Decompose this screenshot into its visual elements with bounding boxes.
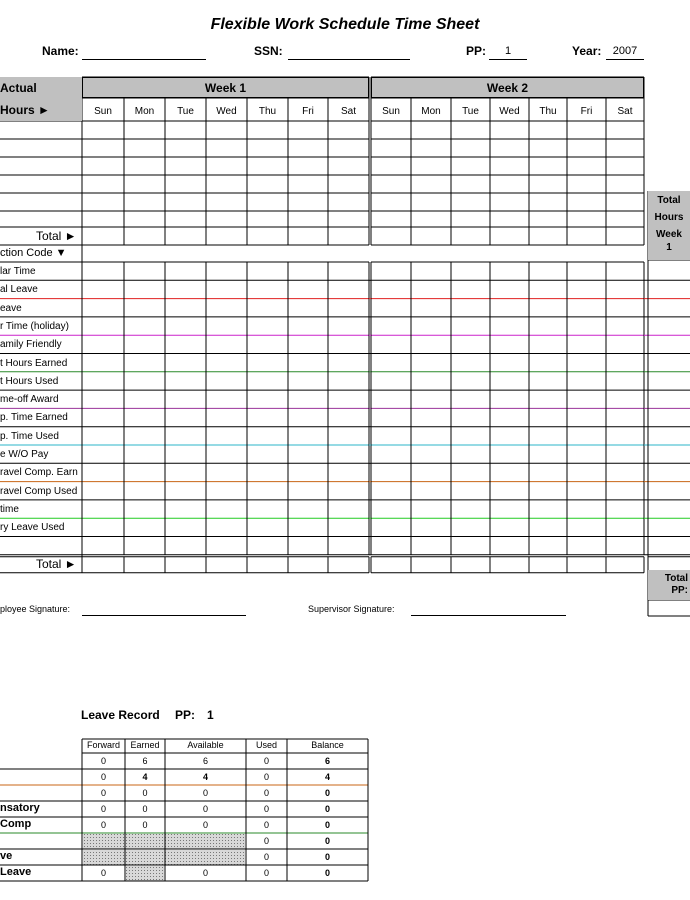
side-hours: Hours bbox=[654, 212, 684, 223]
week2-header: Week 2 bbox=[371, 77, 644, 98]
leave-type-label: ve bbox=[0, 850, 13, 862]
leave-record-forward-cell: 0 bbox=[100, 868, 106, 878]
leave-record-available-cell: 0 bbox=[202, 788, 208, 798]
side-week-number: 1 bbox=[666, 242, 672, 253]
leave-record-column-header: Earned bbox=[130, 740, 160, 750]
week1-header: Week 1 bbox=[82, 77, 369, 98]
leave-record-used-cell: 0 bbox=[263, 852, 269, 862]
leave-record-balance-cell: 0 bbox=[324, 788, 330, 798]
leave-type-label: nsatory bbox=[0, 802, 40, 814]
leave-record-used-cell: 0 bbox=[263, 788, 269, 798]
shaded-cell bbox=[83, 850, 245, 865]
ssn-label: SSN: bbox=[254, 44, 283, 58]
leave-record-available-cell: 0 bbox=[202, 868, 208, 878]
leave-record-balance-cell: 4 bbox=[324, 772, 330, 782]
action-code-label: t Hours Used bbox=[0, 375, 59, 387]
day-header-mon: Mon bbox=[421, 106, 441, 117]
leave-record-forward-cell: 0 bbox=[100, 820, 106, 830]
page-title: Flexible Work Schedule Time Sheet bbox=[210, 16, 480, 33]
actual-hours-header bbox=[0, 77, 82, 121]
day-header-fri: Fri bbox=[580, 106, 593, 117]
action-code-label: time bbox=[0, 503, 19, 515]
day-header-sun: Sun bbox=[94, 106, 112, 117]
pp-field[interactable]: 1 bbox=[489, 45, 527, 60]
day-header-wed: Wed bbox=[499, 106, 520, 117]
action-code-label: ry Leave Used bbox=[0, 522, 65, 534]
shaded-cell bbox=[126, 866, 164, 881]
year-field[interactable]: 2007 bbox=[606, 45, 644, 60]
supervisor-signature-label: Supervisor Signature: bbox=[308, 604, 395, 614]
side-total: Total bbox=[657, 195, 681, 206]
leave-record-balance-cell: 0 bbox=[324, 820, 330, 830]
leave-record-earned-cell: 0 bbox=[142, 788, 148, 798]
total-label-top: Total ► bbox=[36, 229, 77, 243]
action-code-label: me-off Award bbox=[0, 394, 59, 406]
leave-record-balance-cell: 0 bbox=[324, 868, 330, 878]
leave-record-earned-cell: 0 bbox=[142, 820, 148, 830]
leave-record-earned-cell: 4 bbox=[142, 772, 148, 782]
supervisor-signature-line[interactable] bbox=[411, 615, 566, 616]
action-code-label: ravel Comp. Earn bbox=[0, 467, 78, 479]
day-header-thu: Thu bbox=[539, 106, 557, 117]
side-pp: PP: bbox=[671, 585, 688, 596]
name-label: Name: bbox=[42, 44, 79, 58]
day-header-sat: Sat bbox=[617, 106, 633, 117]
leave-record-column-header: Balance bbox=[311, 740, 344, 750]
leave-record-column-header: Available bbox=[187, 740, 224, 750]
day-header-tue: Tue bbox=[177, 106, 194, 117]
hours-label: Hours ► bbox=[0, 103, 50, 117]
leave-record-forward-cell: 0 bbox=[100, 772, 106, 782]
leave-record-available-cell: 4 bbox=[202, 772, 208, 782]
leave-record-available-cell: 0 bbox=[202, 820, 208, 830]
action-code-label: lar Time bbox=[0, 266, 36, 277]
day-header-tue: Tue bbox=[462, 106, 479, 117]
day-header-sat: Sat bbox=[340, 106, 356, 117]
action-code-label: amily Friendly bbox=[0, 339, 62, 351]
pp-label: PP: bbox=[466, 44, 487, 58]
action-code-label: eave bbox=[0, 302, 22, 314]
action-code-label: t Hours Earned bbox=[0, 357, 68, 369]
shaded-cell bbox=[83, 834, 245, 849]
action-code-label: r Time (holiday) bbox=[0, 320, 69, 332]
leave-record-forward-cell: 0 bbox=[100, 756, 106, 766]
employee-signature-label: ployee Signature: bbox=[0, 604, 71, 614]
action-code-label: ction Code ▼ bbox=[0, 247, 67, 259]
leave-record-forward-cell: 0 bbox=[100, 788, 106, 798]
leave-record-earned-cell: 6 bbox=[142, 756, 148, 766]
leave-type-label: Comp bbox=[0, 818, 32, 830]
leave-record-used-cell: 0 bbox=[263, 820, 269, 830]
leave-record-forward-cell: 0 bbox=[100, 804, 106, 814]
day-header-sun: Sun bbox=[382, 106, 400, 117]
leave-record-used-cell: 0 bbox=[263, 868, 269, 878]
total-label-bottom: Total ► bbox=[36, 557, 77, 571]
year-label: Year: bbox=[572, 44, 602, 58]
action-code-label: p. Time Used bbox=[0, 430, 59, 442]
leave-type-label: Leave bbox=[0, 866, 32, 878]
leave-record-available-cell: 6 bbox=[202, 756, 208, 766]
action-code-label: al Leave bbox=[0, 284, 38, 296]
day-header-thu: Thu bbox=[258, 106, 277, 117]
leave-record-column-header: Forward bbox=[86, 740, 120, 750]
leave-record-balance-cell: 0 bbox=[324, 852, 330, 862]
leave-record-column-header: Used bbox=[255, 740, 277, 750]
day-header-fri: Fri bbox=[302, 106, 314, 117]
leave-record-pp-label: PP: bbox=[175, 708, 196, 722]
leave-record-used-cell: 0 bbox=[263, 756, 269, 766]
actual-label: Actual bbox=[0, 81, 37, 95]
day-header-mon: Mon bbox=[134, 106, 155, 117]
leave-record-balance-cell: 6 bbox=[324, 756, 330, 766]
total-hours-week-box bbox=[648, 191, 690, 260]
side-week: Week bbox=[656, 229, 682, 240]
leave-record-balance-cell: 0 bbox=[324, 836, 330, 846]
leave-record-pp-value: 1 bbox=[207, 708, 214, 722]
day-header-wed: Wed bbox=[216, 106, 237, 117]
leave-record-balance-cell: 0 bbox=[324, 804, 330, 814]
leave-record-used-cell: 0 bbox=[263, 804, 269, 814]
leave-record-earned-cell: 0 bbox=[142, 804, 148, 814]
leave-record-available-cell: 0 bbox=[202, 804, 208, 814]
leave-record-used-cell: 0 bbox=[263, 772, 269, 782]
leave-record-used-cell: 0 bbox=[263, 836, 269, 846]
employee-signature-line[interactable] bbox=[82, 615, 246, 616]
leave-record-title: Leave Record bbox=[81, 708, 160, 722]
action-code-label: e W/O Pay bbox=[0, 449, 49, 460]
action-code-label: p. Time Earned bbox=[0, 412, 68, 424]
side-total-pp: Total bbox=[664, 573, 688, 584]
total-pp-box bbox=[648, 570, 690, 600]
action-code-label: ravel Comp Used bbox=[0, 485, 78, 497]
